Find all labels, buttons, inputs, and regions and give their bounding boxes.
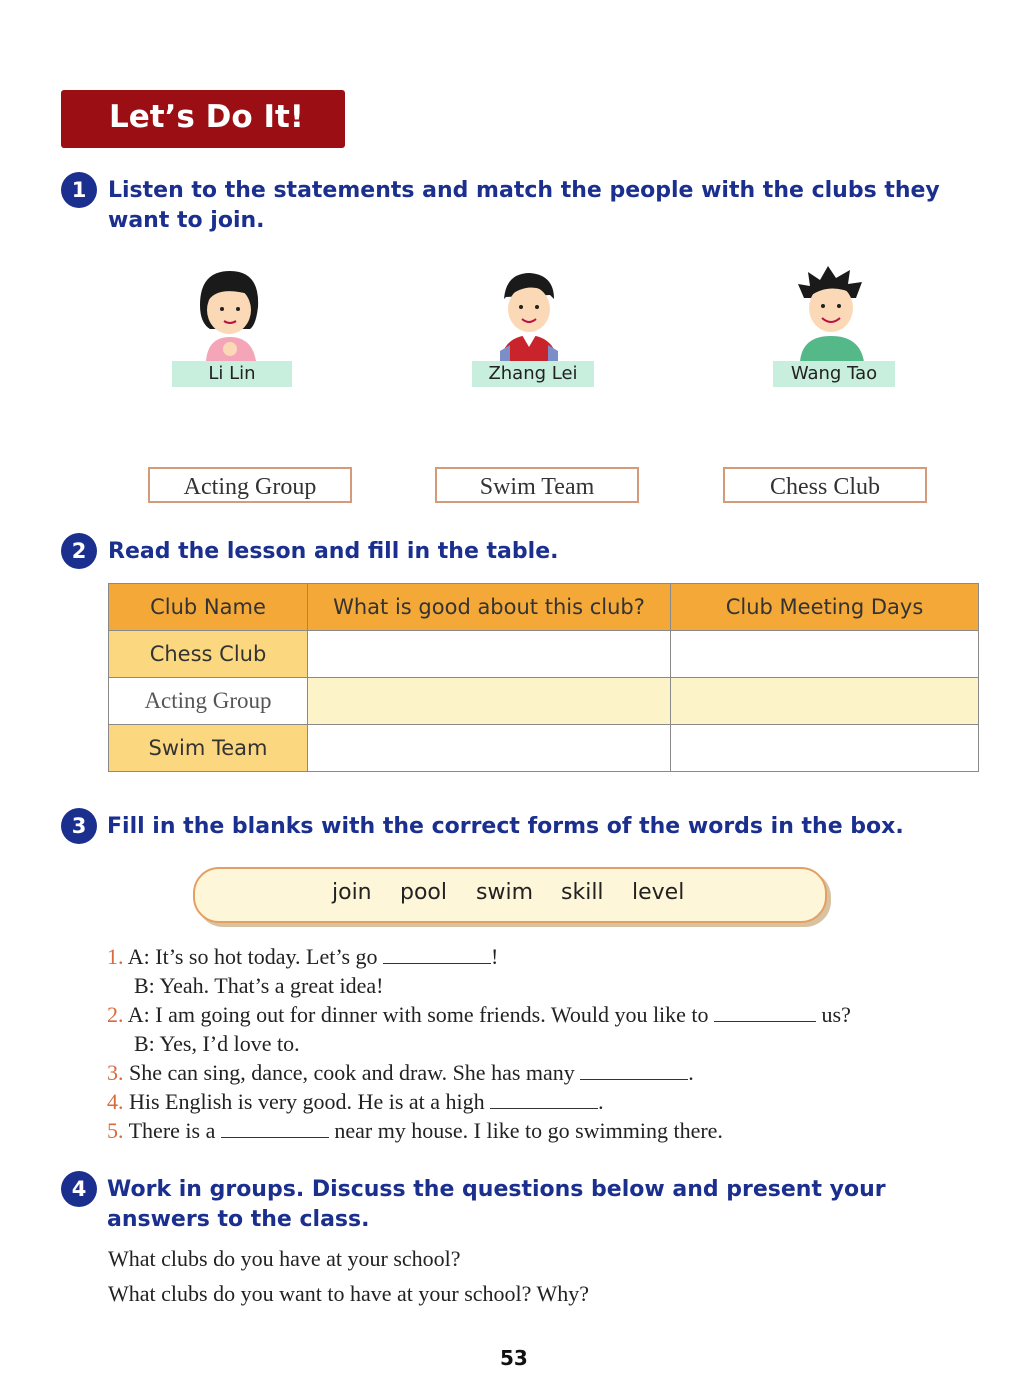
exercise-3-instruction: Fill in the blanks with the correct forms of the words in the box. <box>107 814 904 839</box>
club-box-chess-club[interactable]: Chess Club <box>723 467 927 503</box>
word-level: level <box>632 880 685 905</box>
word-pool: pool <box>400 880 447 905</box>
question-number: 3. <box>107 1060 124 1085</box>
question-5 <box>107 1116 723 1145</box>
discussion-question-2: What clubs do you want to have at your school? Why? <box>108 1281 590 1306</box>
question-number: 1. <box>107 944 124 969</box>
question-number: 2. <box>107 1002 124 1027</box>
question-number: 5. <box>107 1118 124 1143</box>
answer-blank[interactable] <box>221 1119 329 1138</box>
question-text-end: us? <box>821 1002 851 1027</box>
word-swim: swim <box>476 880 533 905</box>
word-skill: skill <box>561 880 604 905</box>
question-3 <box>107 1058 694 1087</box>
discussion-question-1: What clubs do you have at your school? <box>108 1246 461 1271</box>
row-club-name: Swim Team <box>109 725 308 772</box>
person-name-li-lin: Li Lin <box>172 361 292 387</box>
row-good-cell[interactable] <box>308 631 671 678</box>
row-club-name: Acting Group <box>109 678 308 725</box>
table-row <box>109 678 979 725</box>
exercise-1-instruction-line1: Listen to the statements and match the people with the clubs they <box>108 178 940 203</box>
question-1-line-a <box>107 942 498 971</box>
boy-illustration-zhang-lei <box>476 265 586 375</box>
question-text: A: I am going out for dinner with some friends. Would you like to <box>127 1002 709 1027</box>
row-good-cell[interactable] <box>308 725 671 772</box>
question-text: A: It’s so hot today. Let’s go <box>127 944 378 969</box>
exercise-1-instruction-line2: want to join. <box>108 208 265 233</box>
question-text: There is a <box>128 1118 216 1143</box>
person-name-wang-tao: Wang Tao <box>773 361 895 387</box>
club-box-swim-team[interactable]: Swim Team <box>435 467 639 503</box>
person-name-zhang-lei: Zhang Lei <box>472 361 594 387</box>
table-header-row <box>109 584 979 631</box>
table-row <box>109 631 979 678</box>
table-row <box>109 725 979 772</box>
exercise-number-2: 2 <box>61 533 97 569</box>
question-2-line-b: B: Yes, I’d love to. <box>134 1031 300 1056</box>
question-text: His English is very good. He is at a high <box>129 1089 485 1114</box>
page-number: 53 <box>500 1346 528 1370</box>
question-number: 4. <box>107 1089 124 1114</box>
answer-blank[interactable] <box>383 945 491 964</box>
section-banner <box>61 90 345 148</box>
banner-title: Let’s Do It! <box>109 99 304 135</box>
row-days-cell[interactable] <box>671 725 979 772</box>
word-join: join <box>332 880 372 905</box>
exercise-number-1: 1 <box>61 172 97 208</box>
boy-illustration-wang-tao <box>778 262 888 372</box>
question-text-end: . <box>598 1089 604 1114</box>
question-1-line-b: B: Yeah. That’s a great idea! <box>134 973 384 998</box>
girl-illustration <box>178 265 288 375</box>
exercise-4-instruction-line2: answers to the class. <box>107 1207 370 1232</box>
row-club-name: Chess Club <box>109 631 308 678</box>
club-box-acting-group[interactable]: Acting Group <box>148 467 352 503</box>
exercise-number-3: 3 <box>61 808 97 844</box>
question-text-end: ! <box>491 944 499 969</box>
answer-blank[interactable] <box>714 1003 816 1022</box>
question-4 <box>107 1087 604 1116</box>
answer-blank[interactable] <box>490 1090 598 1109</box>
exercise-number-4: 4 <box>61 1171 97 1207</box>
header-club-name: Club Name <box>109 584 308 631</box>
row-good-cell[interactable] <box>308 678 671 725</box>
question-text-end: near my house. I like to go swimming there. <box>334 1118 723 1143</box>
row-days-cell[interactable] <box>671 631 979 678</box>
question-2-line-a <box>107 1000 851 1029</box>
question-text-end: . <box>688 1060 694 1085</box>
club-info-table <box>108 583 979 772</box>
question-text: She can sing, dance, cook and draw. She has many <box>129 1060 575 1085</box>
exercise-4-instruction-line1: Work in groups. Discuss the questions below and present your <box>107 1177 886 1202</box>
header-good-about: What is good about this club? <box>308 584 671 631</box>
row-days-cell[interactable] <box>671 678 979 725</box>
header-meeting-days: Club Meeting Days <box>671 584 979 631</box>
exercise-2-instruction: Read the lesson and fill in the table. <box>108 539 559 564</box>
answer-blank[interactable] <box>580 1061 688 1080</box>
